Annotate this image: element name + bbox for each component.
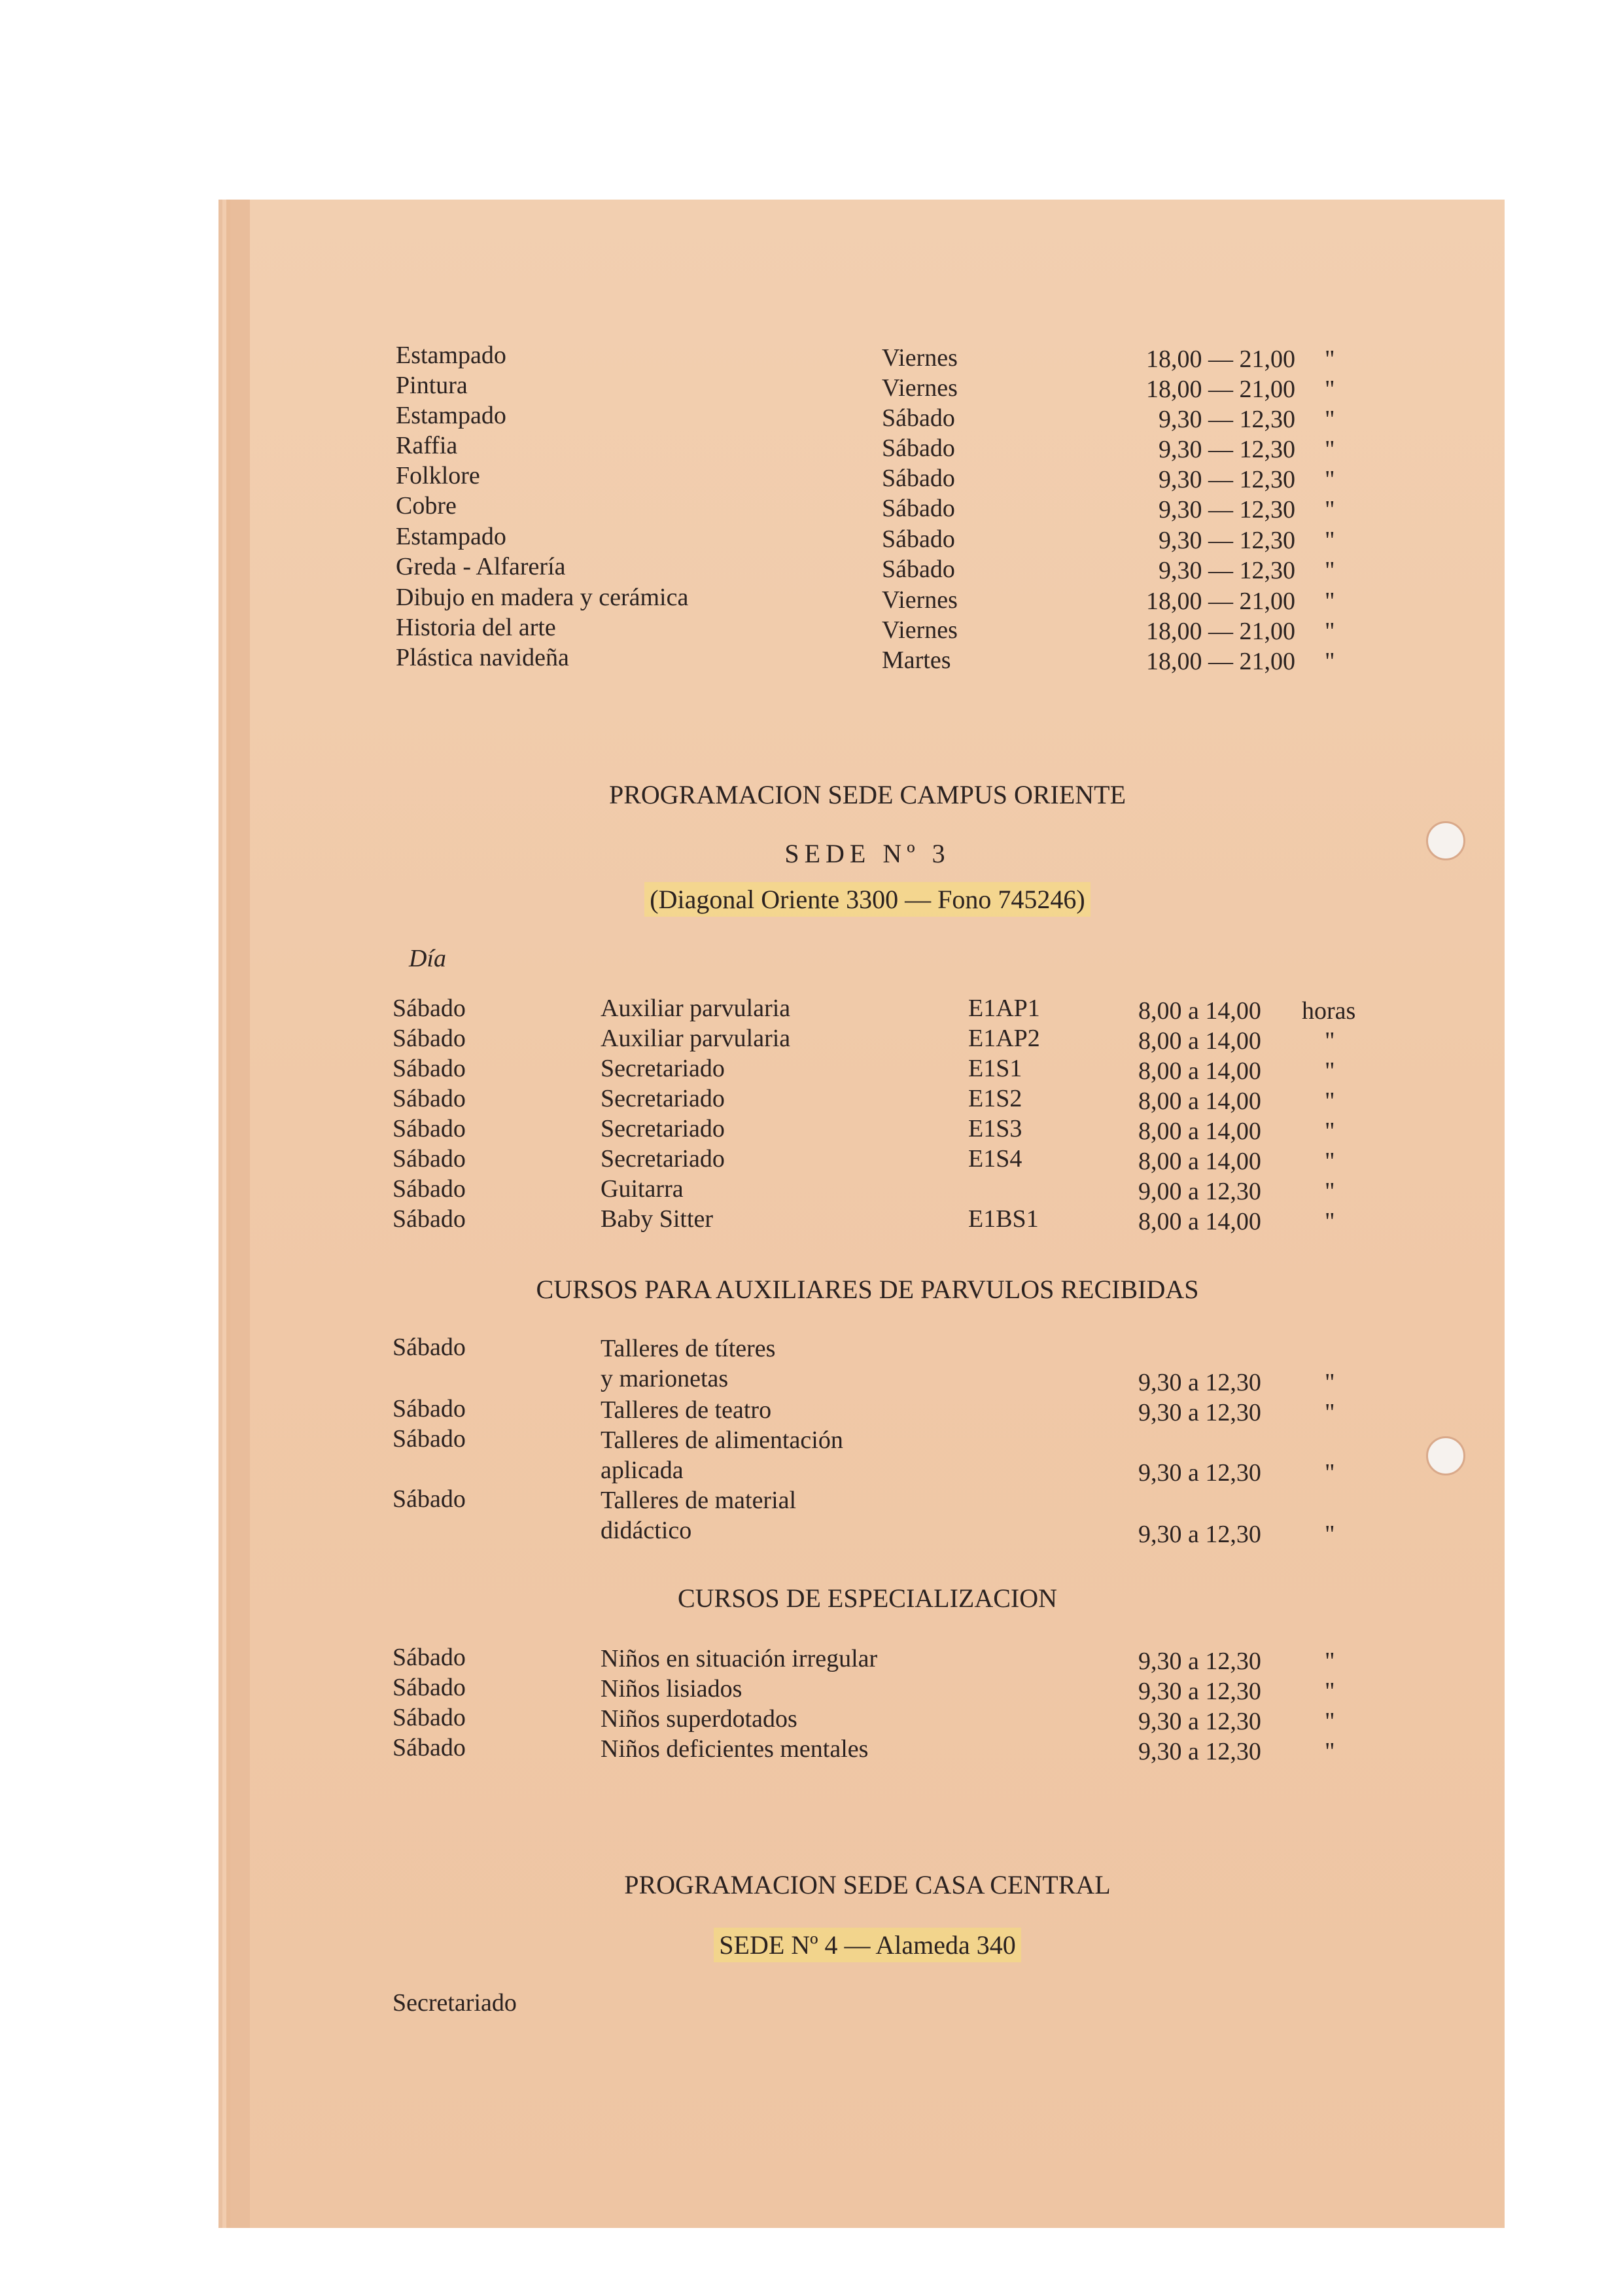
row-course: Baby Sitter [601, 1205, 714, 1233]
row-code: E1AP2 [968, 1025, 1040, 1052]
row-day: Sábado [393, 1085, 466, 1112]
row-course: Secretariado [601, 1115, 725, 1142]
row-time: 9,30 a 12,30 [1138, 1369, 1261, 1396]
casa-central-sede-line [230, 1929, 1505, 1962]
row-course-line1: Talleres de alimentación [601, 1426, 843, 1454]
row-day: Sábado [393, 1025, 466, 1052]
course-time: 18,00 — 21,00 [1146, 618, 1295, 645]
row-time: 9,30 a 12,30 [1138, 1738, 1261, 1765]
row-code: E1BS1 [968, 1205, 1039, 1233]
row-day: Sábado [393, 1425, 466, 1453]
ditto-mark: " [1325, 557, 1335, 584]
row-course: Secretariado [601, 1055, 725, 1082]
course-name: Pintura [396, 372, 468, 399]
course-day: Viernes [882, 586, 958, 614]
row-unit: " [1325, 1027, 1335, 1055]
row-time: 9,30 a 12,30 [1138, 1648, 1261, 1675]
row-time: 9,30 a 12,30 [1138, 1521, 1261, 1548]
course-name: Plástica navideña [396, 644, 569, 671]
course-name: Greda - Alfarería [396, 553, 566, 580]
row-unit: " [1325, 1208, 1335, 1235]
row-unit: " [1325, 1399, 1335, 1426]
row-day: Sábado [393, 1704, 466, 1731]
ditto-mark: " [1325, 648, 1335, 675]
row-code: E1S2 [968, 1085, 1022, 1112]
ditto-mark: " [1325, 345, 1335, 373]
casa-central-first-item: Secretariado [393, 1989, 517, 2017]
address-line [230, 883, 1505, 916]
course-name: Estampado [396, 342, 506, 369]
row-time: 8,00 a 14,00 [1138, 997, 1261, 1025]
sede-number: SEDE Nº 3 [784, 839, 951, 868]
campus-oriente-heading: PROGRAMACION SEDE CAMPUS ORIENTE [608, 780, 1126, 809]
row-time: 9,30 a 12,30 [1138, 1459, 1261, 1487]
row-day: Sábado [393, 1485, 466, 1513]
row-code: E1S1 [968, 1055, 1022, 1082]
auxiliares-heading: CURSOS PARA AUXILIARES DE PARVULOS RECIBIDAS [536, 1275, 1199, 1304]
course-name: Estampado [396, 402, 506, 429]
row-unit: " [1325, 1369, 1335, 1396]
course-name: Dibujo en madera y cerámica [396, 584, 689, 611]
row-course-line1: Talleres de material [601, 1487, 797, 1514]
casa-central-sede: SEDE Nº 4 — Alameda 340 [714, 1928, 1021, 1962]
course-day: Sábado [882, 495, 955, 522]
ditto-mark: " [1325, 436, 1335, 463]
row-time: 9,30 a 12,30 [1138, 1678, 1261, 1705]
row-time: 8,00 a 14,00 [1138, 1208, 1261, 1235]
row-unit: " [1325, 1087, 1335, 1115]
course-time: 9,30 — 12,30 [1159, 496, 1295, 523]
row-unit: " [1325, 1738, 1335, 1765]
row-code: E1AP1 [968, 995, 1040, 1022]
course-day: Sábado [882, 556, 955, 583]
row-time: 8,00 a 14,00 [1138, 1118, 1261, 1145]
course-name: Folklore [396, 462, 480, 489]
row-code: E1S3 [968, 1115, 1022, 1142]
row-time: 9,30 a 12,30 [1138, 1708, 1261, 1735]
address-text: (Diagonal Oriente 3300 — Fono 745246) [644, 882, 1090, 917]
row-code: E1S4 [968, 1145, 1022, 1173]
paper-edge [230, 200, 250, 2228]
row-course-line1: Talleres de títeres [601, 1335, 776, 1362]
day-column-label: Día [409, 945, 446, 972]
row-course-line2: aplicada [601, 1457, 684, 1484]
course-time: 18,00 — 21,00 [1146, 648, 1295, 675]
ditto-mark: " [1325, 527, 1335, 554]
casa-central-heading: PROGRAMACION SEDE CASA CENTRAL [624, 1870, 1111, 1899]
row-course-line1: Talleres de teatro [601, 1396, 772, 1424]
row-day: Sábado [393, 995, 466, 1022]
row-course-line2: y marionetas [601, 1365, 729, 1392]
course-name: Raffia [396, 432, 458, 459]
row-course: Auxiliar parvularia [601, 1025, 791, 1052]
row-time: 8,00 a 14,00 [1138, 1027, 1261, 1055]
course-day: Sábado [882, 465, 955, 492]
ditto-mark: " [1325, 588, 1335, 615]
row-course: Guitarra [601, 1175, 684, 1203]
row-unit: " [1325, 1678, 1335, 1705]
row-unit: " [1325, 1118, 1335, 1145]
row-course: Secretariado [601, 1145, 725, 1173]
course-day: Martes [882, 646, 951, 674]
ditto-mark: " [1325, 496, 1335, 523]
row-day: Sábado [393, 1674, 466, 1701]
row-day: Sábado [393, 1115, 466, 1142]
row-day: Sábado [393, 1395, 466, 1422]
row-unit: " [1325, 1178, 1335, 1205]
row-day: Sábado [393, 1734, 466, 1761]
course-day: Sábado [882, 434, 955, 462]
ditto-mark: " [1325, 406, 1335, 433]
row-day: Sábado [393, 1175, 466, 1203]
row-day: Sábado [393, 1145, 466, 1173]
especializacion-heading: CURSOS DE ESPECIALIZACION [677, 1583, 1058, 1613]
row-course-line2: didáctico [601, 1517, 692, 1544]
row-unit: " [1325, 1459, 1335, 1487]
course-time: 9,30 — 12,30 [1159, 557, 1295, 584]
row-day: Sábado [393, 1644, 466, 1671]
row-unit: " [1325, 1148, 1335, 1175]
course-time: 9,30 — 12,30 [1159, 436, 1295, 463]
row-time: 8,00 a 14,00 [1138, 1148, 1261, 1175]
punch-hole-bottom [1426, 1436, 1465, 1475]
row-course: Niños en situación irregular [601, 1645, 878, 1672]
course-time: 18,00 — 21,00 [1146, 376, 1295, 403]
row-time: 9,30 a 12,30 [1138, 1399, 1261, 1426]
course-time: 9,30 — 12,30 [1159, 406, 1295, 433]
course-day: Viernes [882, 344, 958, 372]
course-time: 9,30 — 12,30 [1159, 466, 1295, 493]
row-unit: " [1325, 1521, 1335, 1548]
row-day: Sábado [393, 1055, 466, 1082]
row-time: 8,00 a 14,00 [1138, 1087, 1261, 1115]
row-course: Niños deficientes mentales [601, 1735, 869, 1763]
course-time: 18,00 — 21,00 [1146, 345, 1295, 373]
row-course: Niños lisiados [601, 1675, 742, 1703]
row-day: Sábado [393, 1333, 466, 1361]
course-day: Viernes [882, 616, 958, 644]
row-unit: " [1325, 1057, 1335, 1085]
row-course: Auxiliar parvularia [601, 995, 791, 1022]
row-day: Sábado [393, 1205, 466, 1233]
row-unit: " [1325, 1648, 1335, 1675]
row-unit: horas [1302, 997, 1356, 1025]
course-day: Viernes [882, 374, 958, 402]
ditto-mark: " [1325, 618, 1335, 645]
row-course: Niños superdotados [601, 1705, 797, 1733]
ditto-mark: " [1325, 466, 1335, 493]
row-time: 9,00 a 12,30 [1138, 1178, 1261, 1205]
course-name: Cobre [396, 492, 457, 520]
row-time: 8,00 a 14,00 [1138, 1057, 1261, 1085]
course-day: Sábado [882, 525, 955, 553]
row-course: Secretariado [601, 1085, 725, 1112]
row-unit: " [1325, 1708, 1335, 1735]
ditto-mark: " [1325, 376, 1335, 403]
course-time: 9,30 — 12,30 [1159, 527, 1295, 554]
course-name: Estampado [396, 523, 506, 550]
course-day: Sábado [882, 404, 955, 432]
course-time: 18,00 — 21,00 [1146, 588, 1295, 615]
course-name: Historia del arte [396, 614, 556, 641]
